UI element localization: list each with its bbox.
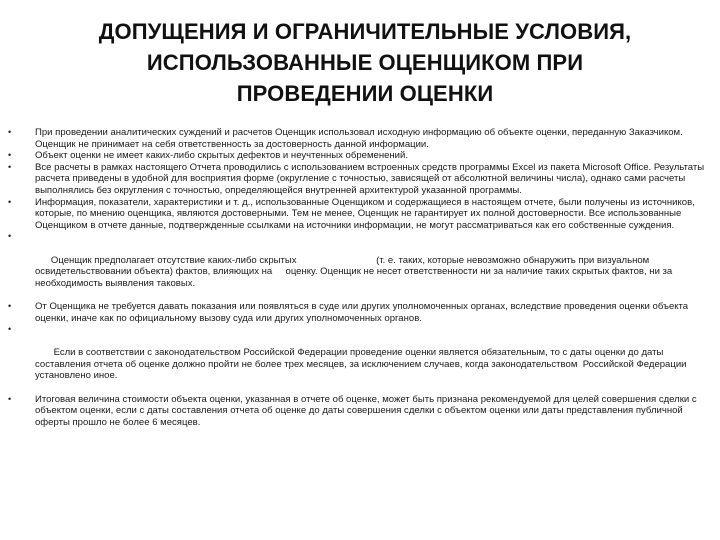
bullet-dot-icon: • — [8, 161, 12, 172]
bullet-text: Объект оценки не имеет каких-либо скрытых дефектов и неучтенных обременений. — [35, 150, 408, 162]
bullet-text: Итоговая величина стоимости объекта оценки, указанная в отчете об оценке, может быть признана рекомендуемой для целей совершения сделки с объектом оценки, если с даты составления отчета об оценке до даты совершения сделки с объектом оценки или даты представления публичной оферты прошло не более 6 месяцев. — [35, 393, 697, 428]
bullet-dot-icon: • — [8, 196, 12, 207]
bullet-item — [8, 127, 712, 150]
slide-title-line-3: ПРОВЕДЕНИИ ОЦЕНКИ — [236, 81, 494, 106]
bullet-dot-icon: • — [8, 324, 12, 335]
bullet-text: Все расчеты в рамках настоящего Отчета проводились с использованием встроенных средств программы Excel из пакета Microsoft Office. Результаты расчета приведены в удобной для восприятия форме (округление с точностью, зависящей от абсолютной величины числа), однако сами расчеты выполнялись без округления с точностью, определяющейся внутренней архитектурой указанной программы. — [35, 161, 705, 196]
bullet-item — [8, 196, 712, 232]
bullet-item — [8, 300, 712, 324]
bullet-item — [8, 324, 712, 394]
slide-title-line-2: ИСПОЛЬЗОВАННЫЕ ОЦЕНЩИКОМ ПРИ — [146, 50, 584, 75]
bullet-text: Если в соответствии с законодательством Российской Федерации проведение оценки является обязательным, то с даты оценки до даты составления отчета об оценке должно пройти не более трех месяцев, за исключением случаев, когда законодательством Российской Федерации установлено иное. — [35, 347, 690, 382]
bullet-text: При проведении аналитических суждений и расчетов Оценщик использовал исходную информацию об объекте оценки, переданную Заказчиком. Оценщик не принимает на себя ответственность за достоверность данной информации. — [35, 127, 683, 150]
bullet-item — [8, 161, 712, 197]
bullet-text: Оценщик предполагает отсутствие каких-либо скрытых (т. е. таких, которые невозможно обнаружить при визуальном освидетельствовании объекта) фактов, влияющих на оценку. Оценщик не несет ответственности ни за наличие таких скрытых фактов, ни за необходимость выявления таковых. — [35, 254, 675, 289]
bullet-dot-icon: • — [8, 150, 12, 161]
bullet-item — [8, 231, 712, 301]
bullet-item — [8, 393, 712, 429]
bullet-dot-icon: • — [8, 231, 12, 242]
bullet-text: Информация, показатели, характеристики и т. д., использованные Оценщиком и содержащиеся в настоящем отчете, были получены из источников, которые, по мнению оценщика, являются достоверными. Тем не менее, Оценщик не гарантирует их полной достоверности. Все использованные Оценщиком в отчете данные, подтвержденные ссылками на источники информации, не могут рассматриваться как его собственные суждения. — [35, 196, 695, 231]
bullet-dot-icon: • — [8, 127, 12, 137]
slide-title-line-1: ДОПУЩЕНИЯ И ОГРАНИЧИТЕЛЬНЫЕ УСЛОВИЯ, — [98, 19, 632, 44]
bullet-list — [8, 127, 712, 428]
bullet-item — [8, 150, 712, 162]
bullet-text: От Оценщика не требуется давать показания или появляться в суде или других уполномоченных органах, вследствие проведения оценки объекта оценки, иначе как по официальному вызову суда или других уполномоченных органов. — [35, 300, 689, 324]
bullet-dot-icon: • — [8, 393, 12, 404]
slide-title — [40, 16, 690, 109]
bullet-dot-icon: • — [8, 300, 12, 311]
